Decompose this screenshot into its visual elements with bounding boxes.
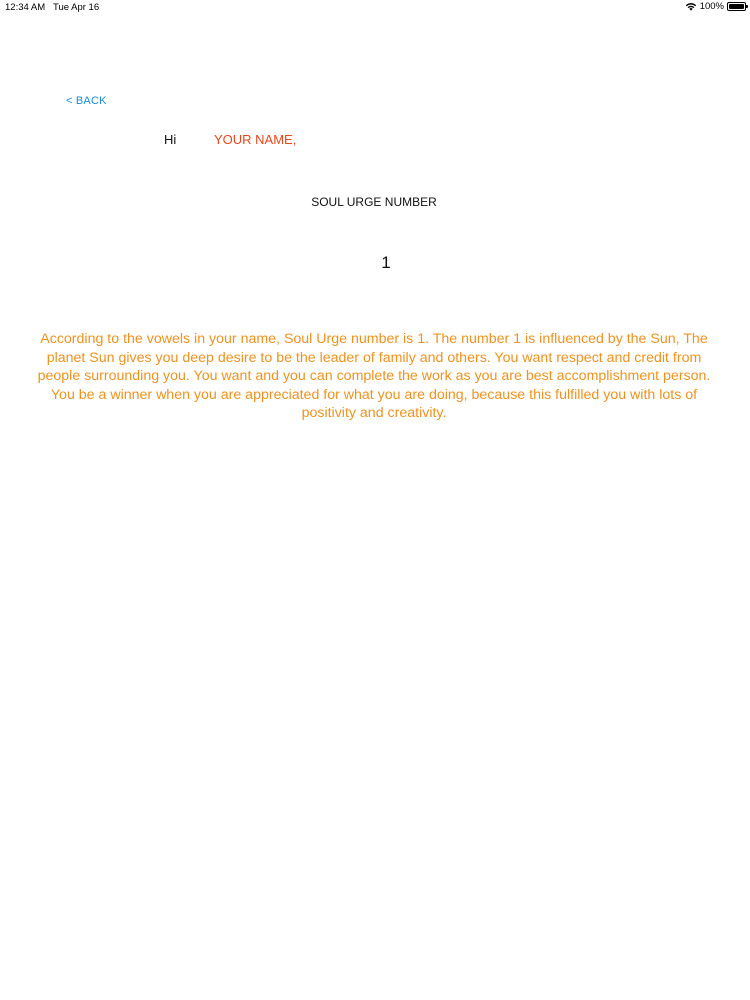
wifi-icon: [685, 2, 697, 11]
status-date: Tue Apr 16: [53, 2, 100, 13]
battery-icon: [727, 2, 746, 11]
description-text: According to the vowels in your name, Soul Urge number is 1. The number 1 is influenced by the Sun, The planet Sun gives you deep desire to be the leader of family and others. You want respect and credit from people surrounding you. You want and you can complete the work as you are best accomplishment person. You be a winner when you are appreciated for what you are doing, because this fulfilled you with lots of positivity and creativity.: [37, 331, 711, 421]
status-time: 12:34 AM: [5, 2, 46, 13]
status-indicators: [685, 1, 746, 12]
section-title: SOUL URGE NUMBER: [311, 195, 437, 209]
greeting-name: YOUR NAME,: [214, 132, 297, 147]
battery-fill: [729, 4, 744, 9]
greeting-hi: Hi: [164, 132, 177, 147]
soul-urge-number: 1: [381, 253, 391, 272]
status-bar: [0, 0, 750, 16]
battery-percent: 100%: [699, 1, 724, 12]
back-button[interactable]: < BACK: [66, 95, 107, 107]
